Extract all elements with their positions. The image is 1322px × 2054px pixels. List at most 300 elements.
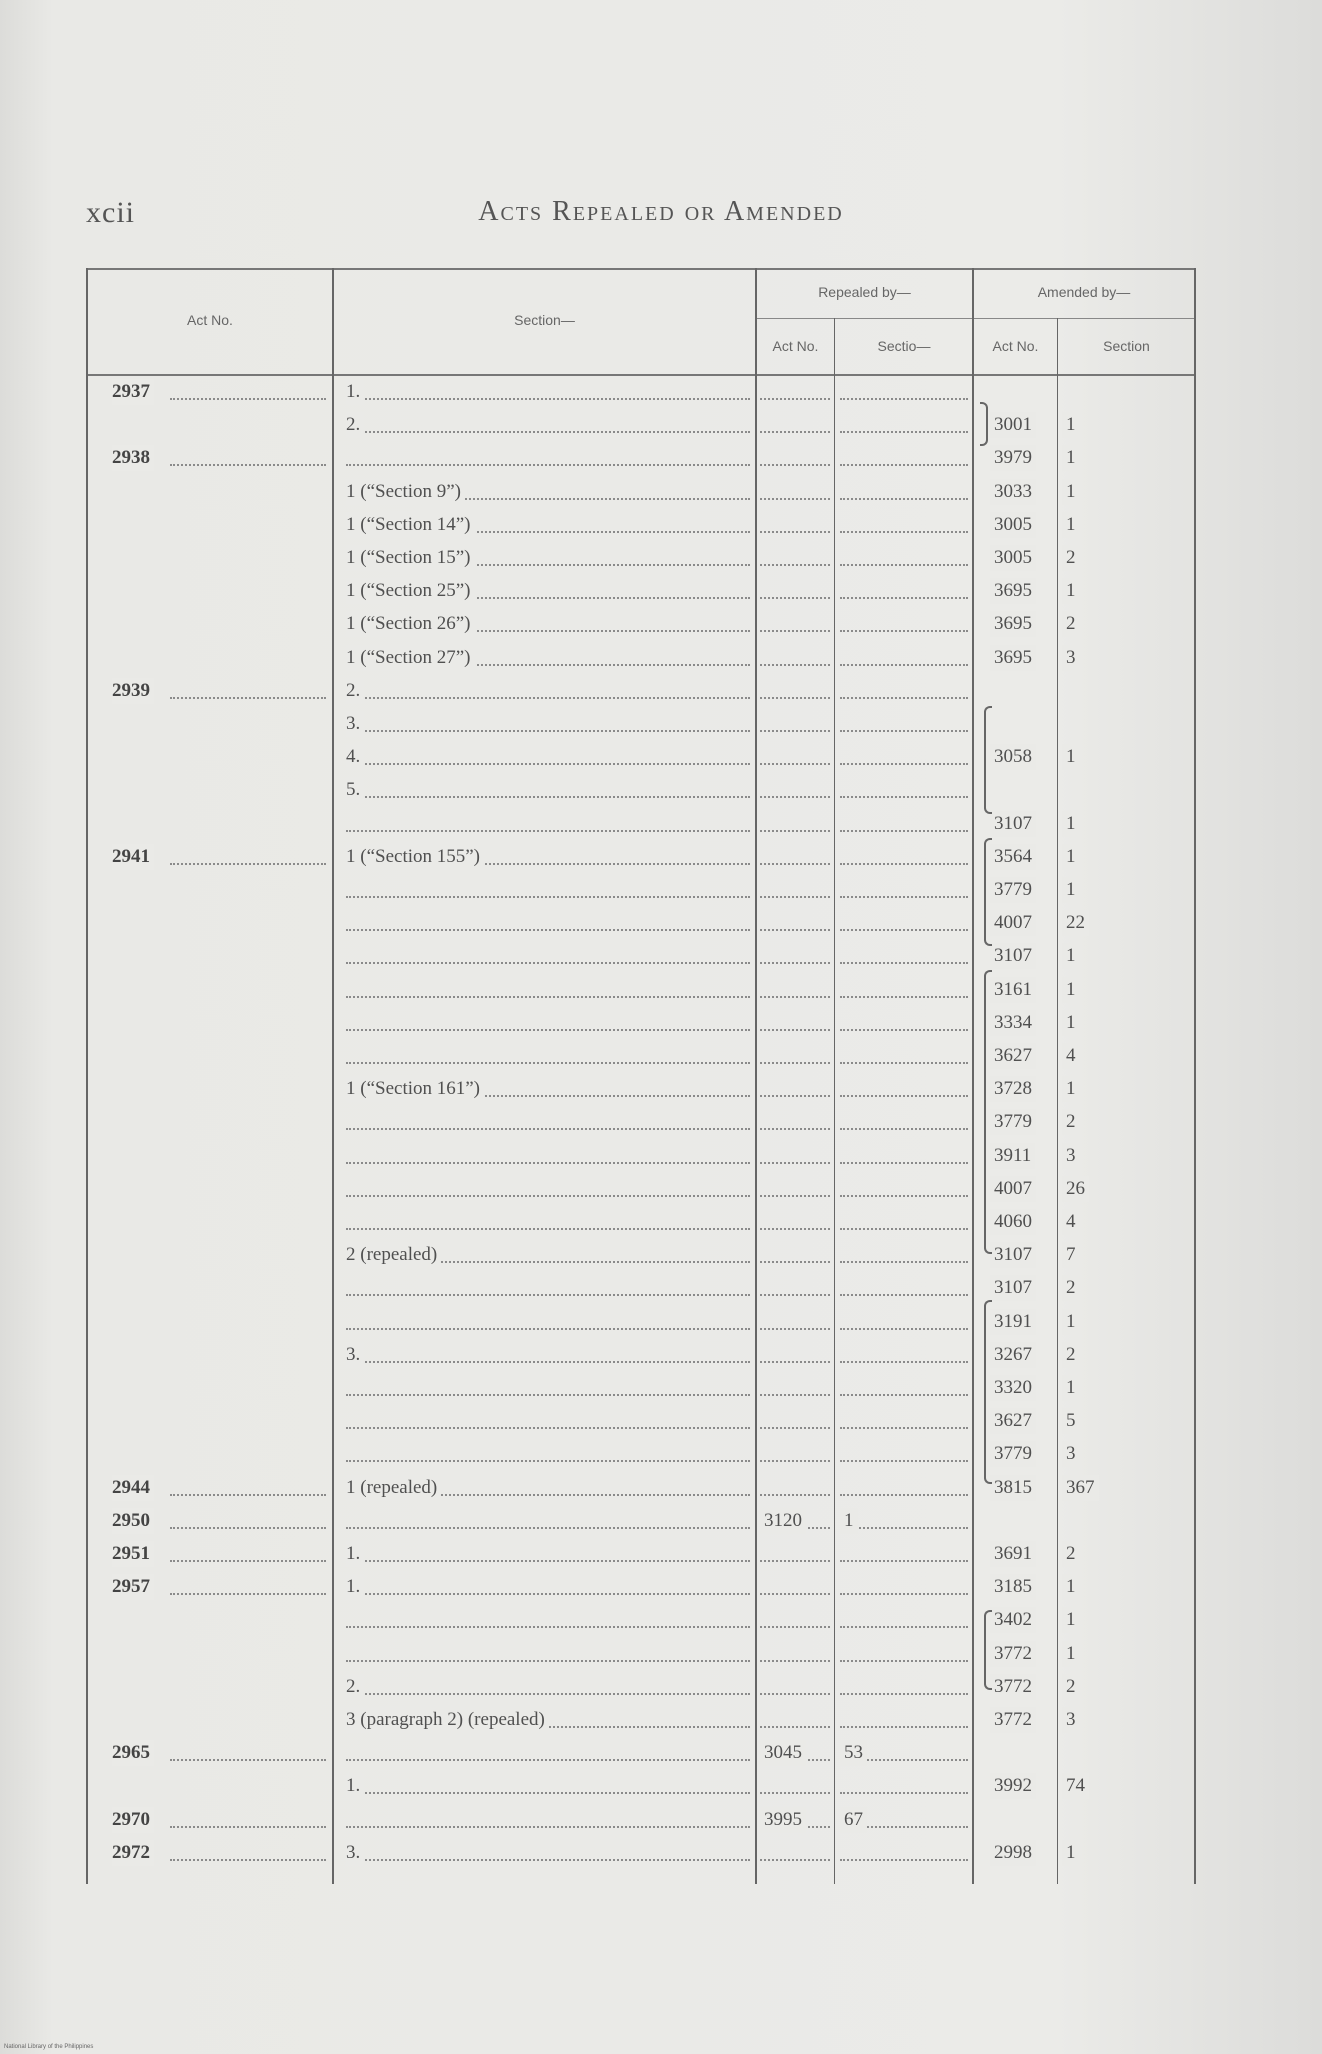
section-ref: 3.: [346, 1840, 364, 1866]
brace: [984, 970, 992, 1254]
section-ref: 1.: [346, 1541, 364, 1567]
repealed-act-number: [760, 1342, 830, 1368]
amended-section-number: 1: [1062, 1309, 1080, 1335]
section-ref: [346, 445, 646, 471]
amended-section-number: 3: [1062, 1441, 1080, 1467]
act-number: [112, 578, 172, 604]
act-number: 2972: [112, 1840, 154, 1866]
repealed-act-number: [760, 744, 830, 770]
repealed-act-number: [760, 545, 830, 571]
brace: [984, 838, 992, 946]
amended-act-number: 3728: [990, 1076, 1036, 1102]
amended-section-number: 1: [1062, 877, 1080, 903]
act-number: [112, 412, 172, 438]
repealed-act-number: [760, 611, 830, 637]
amended-section-number: 1: [1062, 1840, 1080, 1866]
repealed-section-number: [840, 379, 958, 405]
section-ref: 5.: [346, 777, 364, 803]
act-number: [112, 1674, 172, 1700]
amended-act-number: 3320: [990, 1375, 1036, 1401]
section-ref: 3.: [346, 711, 364, 737]
amended-act-number: 3185: [990, 1574, 1036, 1600]
repealed-section-number: [840, 1043, 958, 1069]
section-ref: 2.: [346, 678, 364, 704]
section-ref: [346, 1176, 646, 1202]
amended-act-number: [990, 379, 1052, 405]
repealed-section-number: [840, 1209, 958, 1235]
repealed-act-number: [760, 678, 830, 704]
repealed-section-number: [840, 1607, 958, 1633]
section-ref: 1 (“Section 9”): [346, 479, 465, 505]
amended-section-number: 1: [1062, 844, 1080, 870]
section-ref: 1.: [346, 379, 364, 405]
amended-act-number: 3627: [990, 1043, 1036, 1069]
act-number: [112, 1375, 172, 1401]
section-ref: [346, 1043, 646, 1069]
amended-act-number: 3779: [990, 877, 1036, 903]
repealed-section-number: [840, 744, 958, 770]
section-ref: 1 (“Section 26”): [346, 611, 475, 637]
repealed-section-number: 67: [840, 1807, 867, 1833]
act-number: [112, 545, 172, 571]
repealed-act-number: [760, 1309, 830, 1335]
repealed-act-number: [760, 1707, 830, 1733]
act-number: [112, 910, 172, 936]
section-ref: [346, 943, 646, 969]
amended-act-number: 4060: [990, 1209, 1036, 1235]
section-ref: 4.: [346, 744, 364, 770]
repealed-act-number: [760, 1641, 830, 1667]
section-ref: 1 (“Section 27”): [346, 645, 475, 671]
amended-section-number: 1: [1062, 578, 1080, 604]
dot-leader: [170, 697, 326, 699]
act-number: [112, 1109, 172, 1135]
amended-section-number: 26: [1062, 1176, 1089, 1202]
section-ref: 1 (“Section 25”): [346, 578, 475, 604]
amended-act-number: 4007: [990, 910, 1036, 936]
act-number: [112, 711, 172, 737]
amended-act-number: [990, 1807, 1052, 1833]
amended-act-number: 3033: [990, 479, 1036, 505]
amended-section-number: 1: [1062, 1607, 1080, 1633]
amended-act-number: 2998: [990, 1840, 1036, 1866]
brace: [984, 1610, 992, 1690]
repealed-act-number: [760, 1375, 830, 1401]
dot-leader: [346, 398, 750, 400]
act-number: [112, 1176, 172, 1202]
repealed-act-number: 3120: [760, 1508, 806, 1534]
amended-act-number: [990, 1740, 1052, 1766]
col-header-repealed-by: Repealed by—: [818, 284, 911, 300]
repealed-section-number: [840, 545, 958, 571]
col-header-amended-by: Amended by—: [1037, 284, 1131, 300]
amended-act-number: [990, 711, 1052, 737]
amended-act-number: 3107: [990, 1275, 1036, 1301]
repealed-act-number: [760, 445, 830, 471]
act-number: [112, 943, 172, 969]
amended-section-number: 1: [1062, 744, 1080, 770]
amended-section-number: 2: [1062, 611, 1080, 637]
repealed-act-number: [760, 479, 830, 505]
act-number: [112, 1275, 172, 1301]
act-number: [112, 1143, 172, 1169]
amended-act-number: 3267: [990, 1342, 1036, 1368]
section-ref: 1 (repealed): [346, 1475, 441, 1501]
repealed-section-number: [840, 1408, 958, 1434]
dot-leader: [170, 464, 326, 466]
repealed-act-number: [760, 1773, 830, 1799]
amended-section-number: 4: [1062, 1209, 1080, 1235]
repealed-act-number: [760, 1607, 830, 1633]
amended-section-number: 7: [1062, 1242, 1080, 1268]
act-number: [112, 877, 172, 903]
repealed-section-number: [840, 1441, 958, 1467]
repealed-section-number: [840, 412, 958, 438]
repealed-act-number: [760, 1176, 830, 1202]
repealed-act-number: [760, 1109, 830, 1135]
repealed-act-number: [760, 1541, 830, 1567]
section-ref: 1 (“Section 15”): [346, 545, 475, 571]
amended-act-number: 3005: [990, 545, 1036, 571]
repealed-section-number: [840, 1541, 958, 1567]
section-ref: [346, 1641, 646, 1667]
section-ref: 2.: [346, 1674, 364, 1700]
repealed-section-number: [840, 1475, 958, 1501]
amended-section-number: 2: [1062, 1541, 1080, 1567]
amended-section-number: 4: [1062, 1043, 1080, 1069]
dot-leader: [346, 431, 750, 433]
amended-section-number: 1: [1062, 479, 1080, 505]
section-ref: [346, 1275, 646, 1301]
act-number: [112, 1707, 172, 1733]
section-ref: 1 (“Section 14”): [346, 512, 475, 538]
section-ref: [346, 1143, 646, 1169]
amended-act-number: [990, 678, 1052, 704]
section-ref: 3.: [346, 1342, 364, 1368]
act-number: [112, 1441, 172, 1467]
amended-section-number: 2: [1062, 1674, 1080, 1700]
brace: [984, 706, 992, 814]
act-number: 2937: [112, 379, 154, 405]
section-ref: 1 (“Section 155”): [346, 844, 484, 870]
act-number: [112, 611, 172, 637]
act-number: [112, 1342, 172, 1368]
repealed-act-number: [760, 1574, 830, 1600]
brace: [984, 1300, 992, 1484]
amended-act-number: 4007: [990, 1176, 1036, 1202]
section-ref: 2 (repealed): [346, 1242, 441, 1268]
amended-act-number: 3779: [990, 1441, 1036, 1467]
repealed-section-number: [840, 943, 958, 969]
amended-act-number: [990, 1508, 1052, 1534]
section-ref: 1.: [346, 1574, 364, 1600]
section-ref: 1 (“Section 161”): [346, 1076, 484, 1102]
act-number: [112, 811, 172, 837]
repealed-section-number: [840, 578, 958, 604]
repealed-section-number: [840, 1574, 958, 1600]
amended-section-number: [1062, 1740, 1172, 1766]
amended-section-number: 2: [1062, 1109, 1080, 1135]
dot-leader: [346, 763, 750, 765]
amended-section-number: 2: [1062, 545, 1080, 571]
amended-act-number: 3992: [990, 1773, 1036, 1799]
dot-leader: [346, 1560, 750, 1562]
amended-act-number: 3695: [990, 645, 1036, 671]
dot-leader: [346, 730, 750, 732]
col-header-repealed-section: Sectio—: [877, 338, 931, 354]
repealed-act-number: [760, 910, 830, 936]
repealed-section-number: 1: [840, 1508, 858, 1534]
repealed-section-number: [840, 1176, 958, 1202]
repealed-act-number: [760, 711, 830, 737]
repealed-act-number: 3995: [760, 1807, 806, 1833]
amended-section-number: 1: [1062, 1375, 1080, 1401]
amended-section-number: 367: [1062, 1475, 1099, 1501]
repealed-act-number: [760, 512, 830, 538]
col-header-section: Section—: [514, 312, 575, 328]
dot-leader: [170, 1859, 326, 1861]
repealed-section-number: [840, 1707, 958, 1733]
act-number: [112, 744, 172, 770]
repealed-act-number: [760, 1242, 830, 1268]
repealed-act-number: [760, 1010, 830, 1036]
amended-act-number: 3564: [990, 844, 1036, 870]
dot-leader: [346, 1792, 750, 1794]
repealed-act-number: [760, 1275, 830, 1301]
section-ref: [346, 910, 646, 936]
section-ref: [346, 877, 646, 903]
repealed-section-number: [840, 1010, 958, 1036]
act-number: 2939: [112, 678, 154, 704]
section-ref: [346, 1607, 646, 1633]
amended-section-number: [1062, 777, 1172, 803]
dot-leader: [346, 1593, 750, 1595]
repealed-section-number: [840, 711, 958, 737]
amended-section-number: 1: [1062, 1641, 1080, 1667]
section-ref: 2.: [346, 412, 364, 438]
col-header-repealed-act-no: Act No.: [772, 338, 819, 354]
amended-act-number: 3779: [990, 1109, 1036, 1135]
section-ref: 3 (paragraph 2) (repealed): [346, 1707, 549, 1733]
repealed-section-number: [840, 977, 958, 1003]
footer-note: National Library of the Philippines: [4, 2044, 94, 2050]
amended-section-number: [1062, 711, 1172, 737]
dot-leader: [346, 796, 750, 798]
amended-act-number: 3772: [990, 1674, 1036, 1700]
amended-section-number: 1: [1062, 1010, 1080, 1036]
amended-act-number: 3695: [990, 611, 1036, 637]
act-number: [112, 1043, 172, 1069]
act-number: [112, 777, 172, 803]
act-number: 2938: [112, 445, 154, 471]
act-number: [112, 1641, 172, 1667]
repealed-act-number: [760, 844, 830, 870]
section-ref: [346, 1807, 646, 1833]
dot-leader: [840, 1527, 968, 1529]
repealed-section-number: [840, 645, 958, 671]
repealed-section-number: [840, 1076, 958, 1102]
amended-act-number: 3691: [990, 1541, 1036, 1567]
repealed-act-number: [760, 1209, 830, 1235]
amended-section-number: 1: [1062, 977, 1080, 1003]
amended-section-number: 3: [1062, 1707, 1080, 1733]
act-number: 2951: [112, 1541, 154, 1567]
section-ref: [346, 1010, 646, 1036]
act-number: [112, 1010, 172, 1036]
amended-section-number: 3: [1062, 1143, 1080, 1169]
repealed-section-number: [840, 1109, 958, 1135]
repealed-section-number: [840, 1641, 958, 1667]
repealed-section-number: [840, 1143, 958, 1169]
dot-leader: [346, 697, 750, 699]
repealed-act-number: [760, 1674, 830, 1700]
amended-section-number: [1062, 379, 1172, 405]
dot-leader: [170, 1560, 326, 1562]
act-number: [112, 1773, 172, 1799]
amended-section-number: 74: [1062, 1773, 1089, 1799]
repealed-act-number: [760, 1441, 830, 1467]
amended-section-number: 22: [1062, 910, 1089, 936]
amended-section-number: 1: [1062, 445, 1080, 471]
col-header-amended-section: Section: [1103, 338, 1150, 354]
repealed-section-number: [840, 1309, 958, 1335]
page-folio: xcii: [86, 196, 135, 229]
act-number: 2950: [112, 1508, 154, 1534]
repealed-section-number: [840, 479, 958, 505]
repealed-section-number: [840, 1275, 958, 1301]
repealed-act-number: [760, 412, 830, 438]
repealed-act-number: [760, 1043, 830, 1069]
repealed-act-number: 3045: [760, 1740, 806, 1766]
repealed-section-number: [840, 910, 958, 936]
act-number: 2944: [112, 1475, 154, 1501]
repealed-section-number: [840, 678, 958, 704]
section-ref: [346, 1508, 646, 1534]
amended-section-number: 1: [1062, 1574, 1080, 1600]
repealed-section-number: [840, 811, 958, 837]
act-number: [112, 479, 172, 505]
repealed-section-number: 53: [840, 1740, 867, 1766]
repealed-act-number: [760, 1840, 830, 1866]
section-ref: [346, 977, 646, 1003]
amended-section-number: 2: [1062, 1275, 1080, 1301]
amended-section-number: 3: [1062, 645, 1080, 671]
col-header-amended-act-no: Act No.: [992, 338, 1039, 354]
amended-section-number: 5: [1062, 1408, 1080, 1434]
col-header-act-no: Act No.: [187, 312, 233, 328]
amended-act-number: 3107: [990, 811, 1036, 837]
act-number: [112, 1209, 172, 1235]
act-number: [112, 1309, 172, 1335]
running-title: Acts Repealed or Amended: [478, 196, 844, 227]
section-ref: [346, 1375, 646, 1401]
act-number: [112, 1242, 172, 1268]
amended-act-number: 3005: [990, 512, 1036, 538]
repealed-section-number: [840, 844, 958, 870]
dot-leader: [170, 398, 326, 400]
amended-section-number: 1: [1062, 512, 1080, 538]
section-ref: 1.: [346, 1773, 364, 1799]
amended-section-number: 1: [1062, 943, 1080, 969]
repealed-act-number: [760, 777, 830, 803]
amended-section-number: [1062, 1807, 1172, 1833]
repealed-act-number: [760, 578, 830, 604]
amended-section-number: 1: [1062, 412, 1080, 438]
repealed-act-number: [760, 1143, 830, 1169]
repealed-section-number: [840, 512, 958, 538]
dot-leader: [170, 1759, 326, 1761]
repealed-section-number: [840, 1840, 958, 1866]
repealed-act-number: [760, 645, 830, 671]
repealed-section-number: [840, 611, 958, 637]
repealed-act-number: [760, 811, 830, 837]
act-number: [112, 645, 172, 671]
dot-leader: [170, 863, 326, 865]
act-number: [112, 1607, 172, 1633]
repealed-act-number: [760, 1408, 830, 1434]
section-ref: [346, 1740, 646, 1766]
amended-section-number: [1062, 678, 1172, 704]
amended-act-number: 3911: [990, 1143, 1035, 1169]
act-number: [112, 1408, 172, 1434]
repealed-section-number: [840, 1342, 958, 1368]
dot-leader: [346, 1693, 750, 1695]
repealed-act-number: [760, 1475, 830, 1501]
amended-act-number: 3772: [990, 1641, 1036, 1667]
repealed-act-number: [760, 1076, 830, 1102]
repealed-section-number: [840, 877, 958, 903]
act-number: 2941: [112, 844, 154, 870]
amended-act-number: 3107: [990, 1242, 1036, 1268]
repealed-section-number: [840, 1674, 958, 1700]
dot-leader: [170, 1494, 326, 1496]
dot-leader: [170, 1593, 326, 1595]
amended-section-number: 1: [1062, 1076, 1080, 1102]
amended-act-number: 3627: [990, 1408, 1036, 1434]
repealed-section-number: [840, 777, 958, 803]
repealed-section-number: [840, 1773, 958, 1799]
act-number: 2970: [112, 1807, 154, 1833]
repealed-section-number: [840, 1242, 958, 1268]
act-number: [112, 1076, 172, 1102]
repealed-act-number: [760, 877, 830, 903]
act-number: [112, 512, 172, 538]
section-ref: [346, 811, 646, 837]
amended-section-number: 1: [1062, 811, 1080, 837]
amended-act-number: [990, 777, 1052, 803]
amended-act-number: 3107: [990, 943, 1036, 969]
amended-act-number: 3191: [990, 1309, 1036, 1335]
act-number: [112, 977, 172, 1003]
section-ref: [346, 1109, 646, 1135]
dot-leader: [170, 1527, 326, 1529]
repealed-section-number: [840, 1375, 958, 1401]
amended-act-number: 3334: [990, 1010, 1036, 1036]
act-number: 2957: [112, 1574, 154, 1600]
dot-leader: [346, 1361, 750, 1363]
repealed-act-number: [760, 379, 830, 405]
amended-act-number: 3001: [990, 412, 1036, 438]
amended-section-number: 2: [1062, 1342, 1080, 1368]
repealed-act-number: [760, 943, 830, 969]
dot-leader: [170, 1826, 326, 1828]
amended-act-number: 3058: [990, 744, 1036, 770]
amended-act-number: 3161: [990, 977, 1036, 1003]
repealed-section-number: [840, 445, 958, 471]
section-ref: [346, 1408, 646, 1434]
section-ref: [346, 1209, 646, 1235]
section-ref: [346, 1441, 646, 1467]
